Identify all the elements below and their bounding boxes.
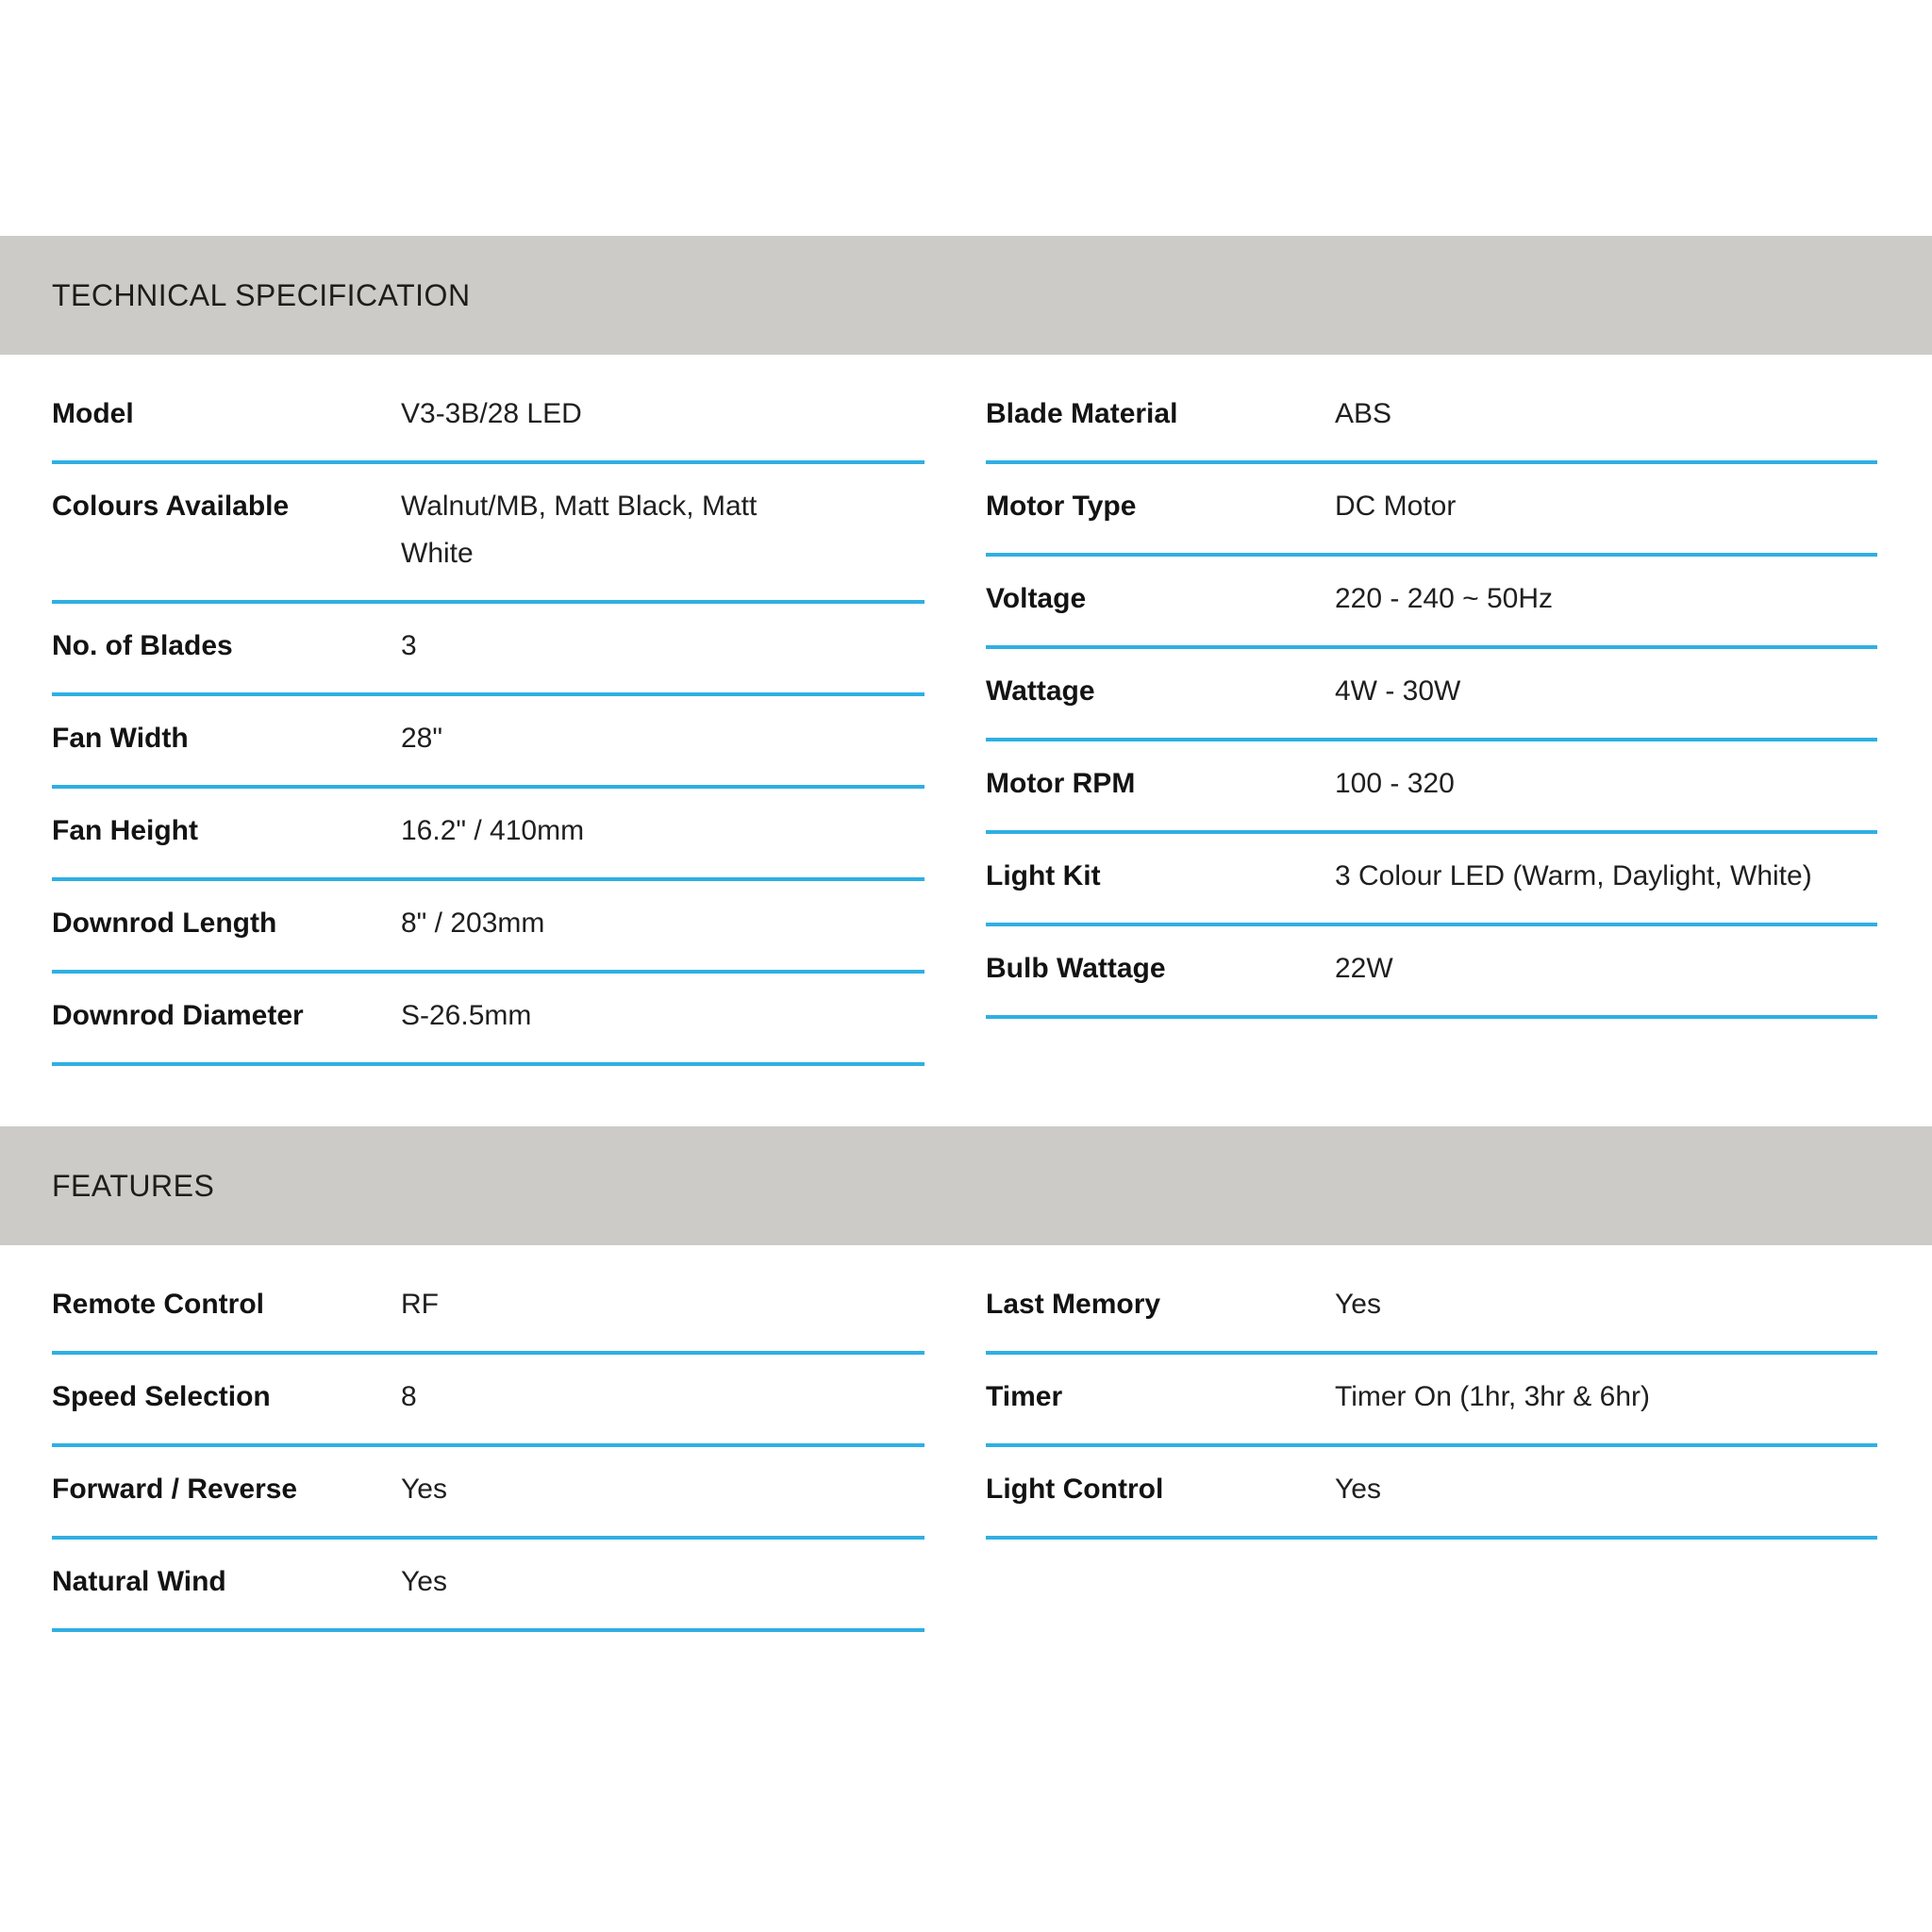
spec-value-speed-selection: 8 xyxy=(401,1381,417,1412)
spec-label-motor-type: Motor Type xyxy=(986,491,1137,522)
section-header-technical-specification xyxy=(0,236,1932,355)
spec-label-forward-reverse: Forward / Reverse xyxy=(52,1474,298,1505)
spec-row-timer xyxy=(986,1355,1877,1447)
spec-label-bulb-wattage: Bulb Wattage xyxy=(986,953,1166,984)
technical-specification-column-left xyxy=(52,372,924,1066)
spec-value-downrod-length: 8" / 203mm xyxy=(401,908,545,939)
spec-label-no-of-blades: No. of Blades xyxy=(52,630,233,661)
features-column-right xyxy=(986,1262,1877,1632)
spec-value-remote-control: RF xyxy=(401,1289,439,1320)
spec-row-fan-width xyxy=(52,696,924,789)
spec-row-wattage xyxy=(986,649,1877,741)
spec-label-fan-height: Fan Height xyxy=(52,815,198,846)
spec-label-light-kit: Light Kit xyxy=(986,860,1101,891)
section-title-technical-specification: TECHNICAL SPECIFICATION xyxy=(52,277,471,312)
section-technical-specification xyxy=(0,236,1932,1066)
spec-row-downrod-diameter xyxy=(52,974,924,1066)
spec-label-last-memory: Last Memory xyxy=(986,1289,1161,1320)
spec-value-no-of-blades: 3 xyxy=(401,630,417,661)
spec-row-bulb-wattage xyxy=(986,926,1877,1019)
spec-value-motor-type: DC Motor xyxy=(1335,491,1457,522)
spec-label-natural-wind: Natural Wind xyxy=(52,1566,226,1597)
spec-value-wattage: 4W - 30W xyxy=(1335,675,1461,707)
section-features xyxy=(0,1126,1932,1632)
spec-row-blade-material xyxy=(986,372,1877,464)
spec-label-fan-width: Fan Width xyxy=(52,723,189,754)
technical-specification-column-right xyxy=(986,372,1877,1066)
spec-row-motor-type xyxy=(986,464,1877,557)
spec-row-motor-rpm xyxy=(986,741,1877,834)
spec-value-last-memory: Yes xyxy=(1335,1289,1381,1320)
spec-value-timer: Timer On (1hr, 3hr & 6hr) xyxy=(1335,1381,1650,1412)
spec-label-model: Model xyxy=(52,398,134,429)
spec-value-fan-width: 28" xyxy=(401,723,443,754)
spec-label-remote-control: Remote Control xyxy=(52,1289,264,1320)
spec-row-natural-wind xyxy=(52,1540,924,1632)
spec-row-light-kit xyxy=(986,834,1877,926)
spec-label-voltage: Voltage xyxy=(986,583,1087,614)
spec-row-downrod-length xyxy=(52,881,924,974)
spec-value-model: V3-3B/28 LED xyxy=(401,398,582,429)
spec-value-downrod-diameter: S-26.5mm xyxy=(401,1000,532,1031)
spec-row-remote-control xyxy=(52,1262,924,1355)
spec-row-last-memory xyxy=(986,1262,1877,1355)
spec-row-light-control xyxy=(986,1447,1877,1540)
features-column-left xyxy=(52,1262,924,1632)
spec-value-natural-wind: Yes xyxy=(401,1566,447,1597)
spec-label-light-control: Light Control xyxy=(986,1474,1164,1505)
spec-label-blade-material: Blade Material xyxy=(986,398,1178,429)
technical-specification-columns xyxy=(0,355,1932,1066)
spec-value-forward-reverse: Yes xyxy=(401,1474,447,1505)
spec-label-downrod-length: Downrod Length xyxy=(52,908,277,939)
section-header-features xyxy=(0,1126,1932,1245)
spec-label-wattage: Wattage xyxy=(986,675,1095,707)
spec-label-motor-rpm: Motor RPM xyxy=(986,768,1136,799)
spec-row-speed-selection xyxy=(52,1355,924,1447)
section-title-features: FEATURES xyxy=(52,1168,215,1203)
spec-value-light-control: Yes xyxy=(1335,1474,1381,1505)
spec-label-colours-available: Colours Available xyxy=(52,491,290,522)
spec-value-bulb-wattage: 22W xyxy=(1335,953,1393,984)
spec-label-downrod-diameter: Downrod Diameter xyxy=(52,1000,304,1031)
spec-row-fan-height xyxy=(52,789,924,881)
spec-value-motor-rpm: 100 - 320 xyxy=(1335,768,1455,799)
features-columns xyxy=(0,1245,1932,1632)
spec-value-colours-available: Walnut/MB, Matt Black, Matt White xyxy=(401,491,758,569)
spec-row-colours-available xyxy=(52,464,924,604)
top-whitespace xyxy=(0,0,1932,236)
spec-label-timer: Timer xyxy=(986,1381,1063,1412)
spec-label-speed-selection: Speed Selection xyxy=(52,1381,271,1412)
spec-value-fan-height: 16.2" / 410mm xyxy=(401,815,585,846)
spec-value-blade-material: ABS xyxy=(1335,398,1392,429)
spec-value-light-kit: 3 Colour LED (Warm, Daylight, White) xyxy=(1335,860,1812,891)
spec-row-no-of-blades xyxy=(52,604,924,696)
spec-row-forward-reverse xyxy=(52,1447,924,1540)
spec-row-voltage xyxy=(986,557,1877,649)
spec-value-voltage: 220 - 240 ~ 50Hz xyxy=(1335,583,1553,614)
spec-row-model xyxy=(52,372,924,464)
